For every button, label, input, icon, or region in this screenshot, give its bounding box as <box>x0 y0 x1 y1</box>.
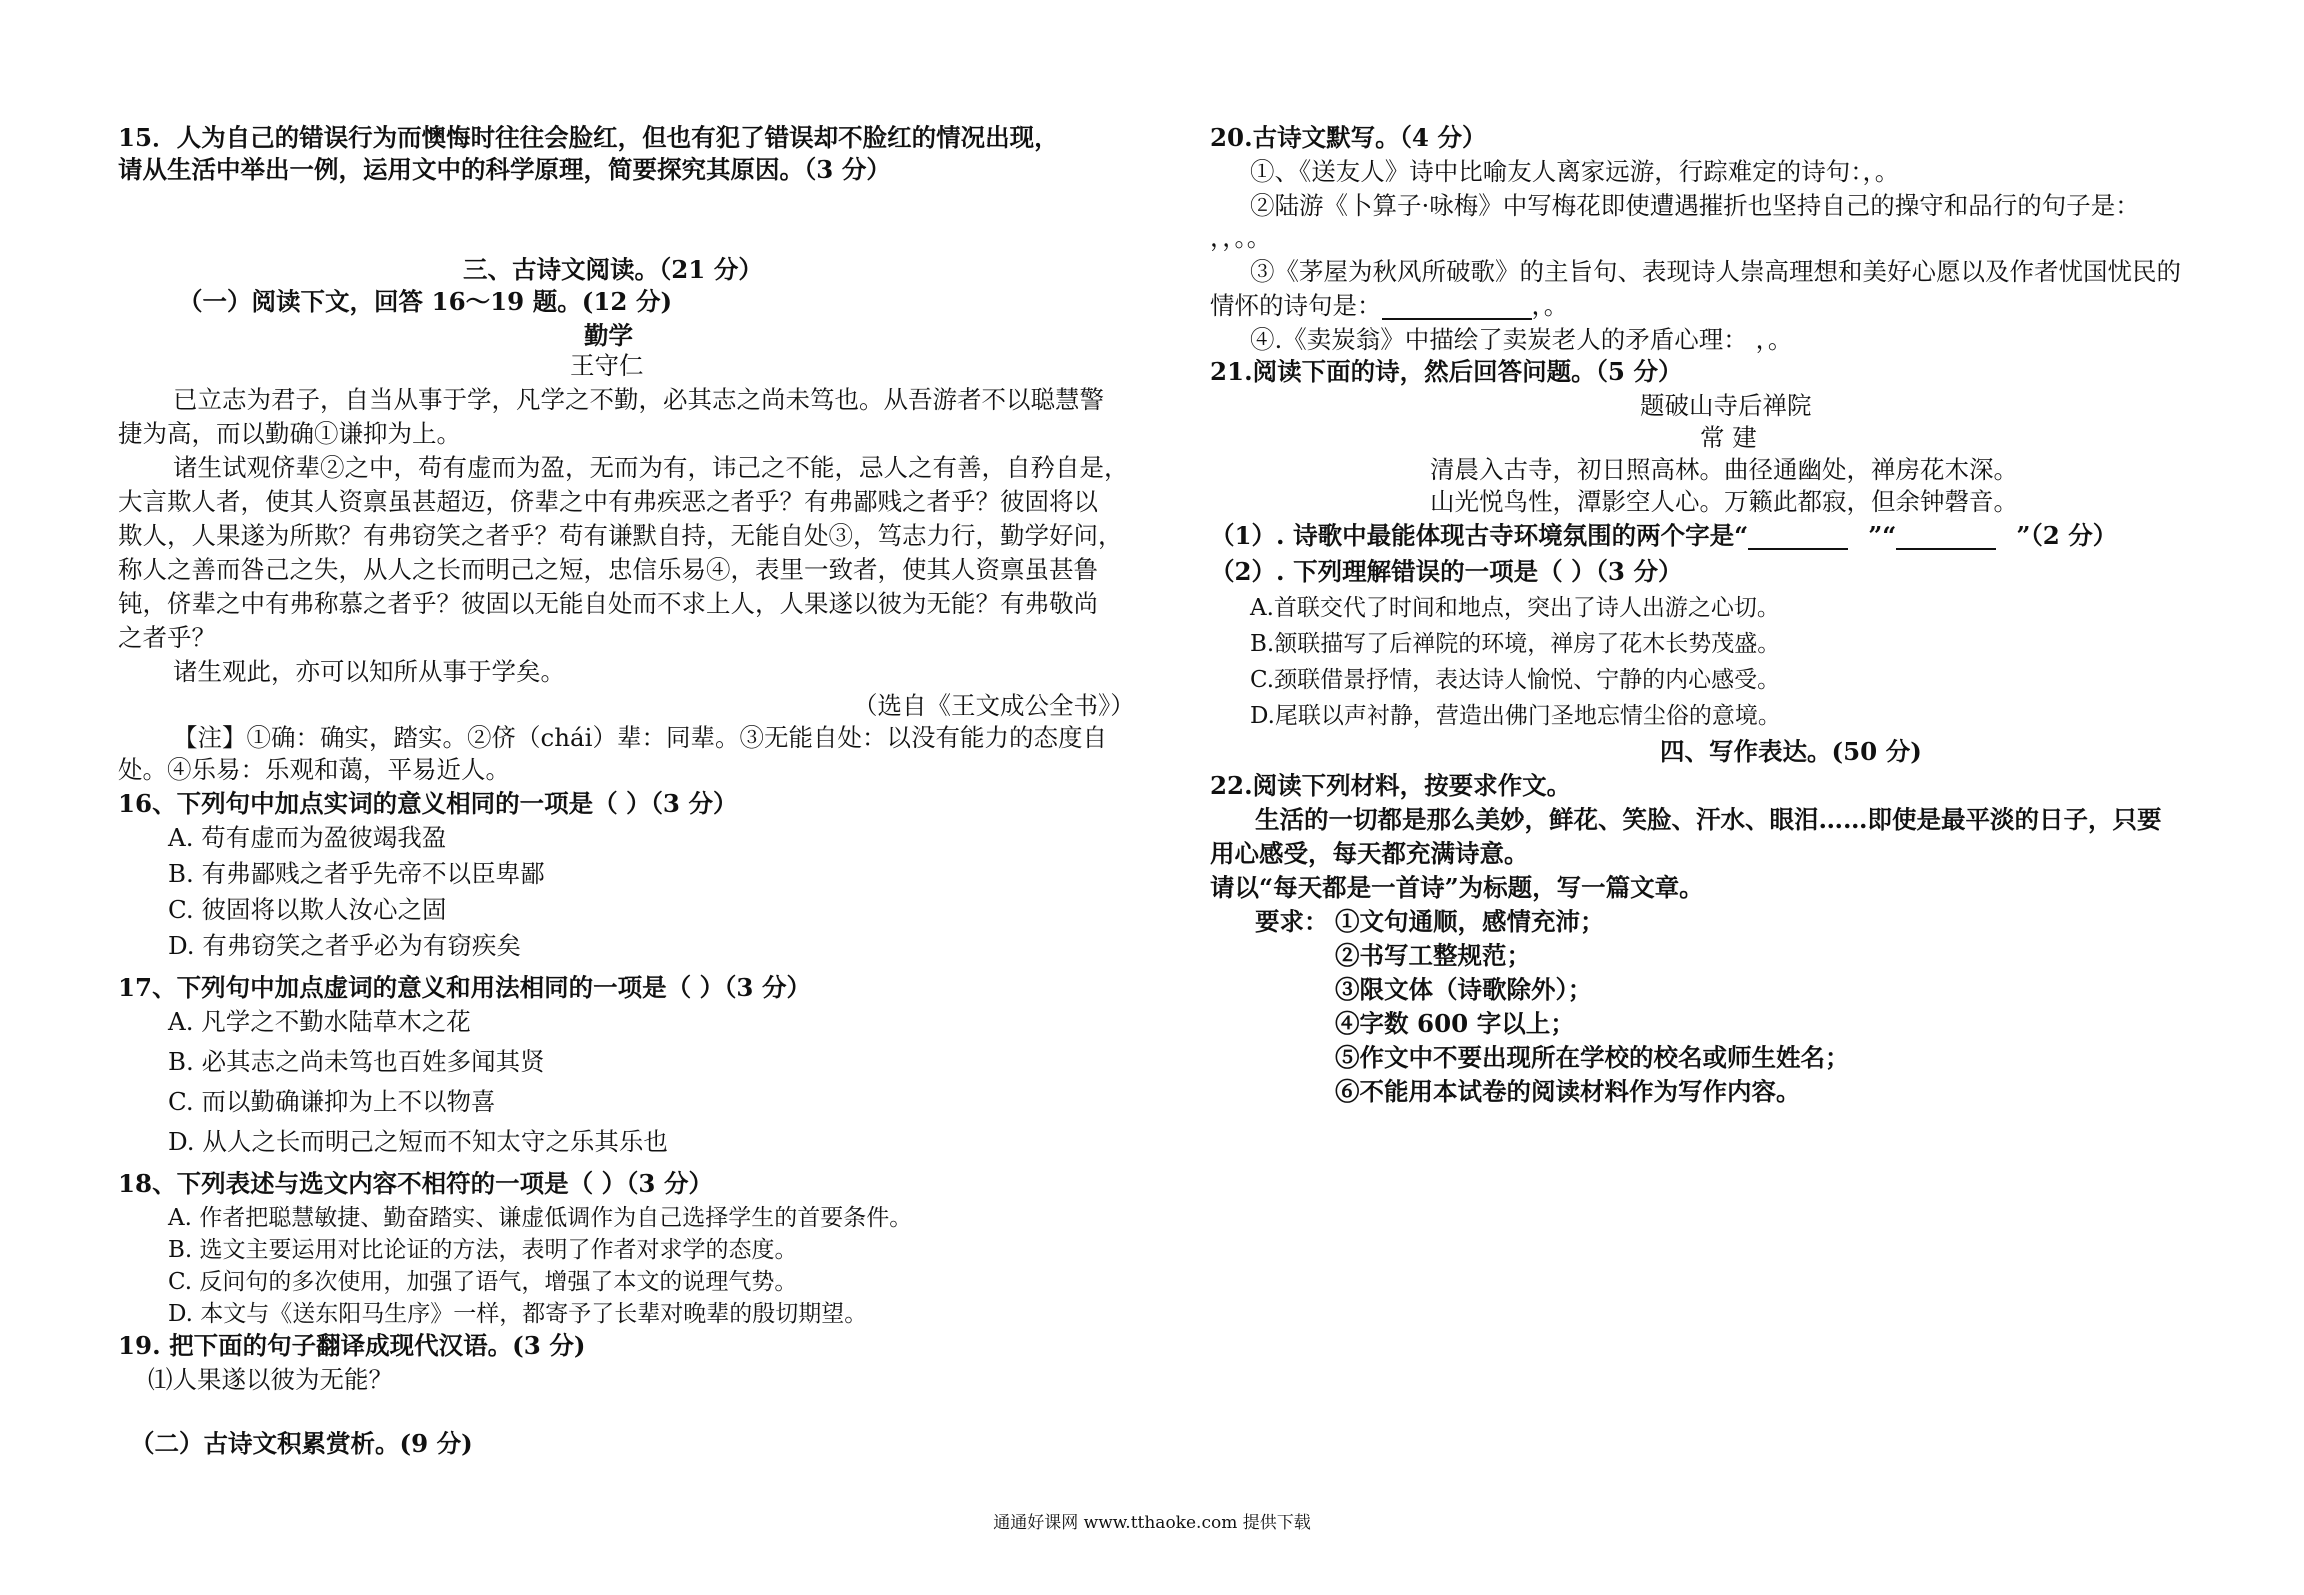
q22-requirement: ②书写工整规范； <box>1335 941 1531 970</box>
q22-prompt: 请以“每天都是一首诗”为标题，写一篇文章。 <box>1210 873 1704 902</box>
q21-stem: 21.阅读下面的诗，然后回答问题。（5 分） <box>1210 357 1683 386</box>
q21-option: D.尾联以声衬静，营造出佛门圣地忘情尘俗的意境。 <box>1250 703 1781 729</box>
q17-option: C. 而以勤确谦抑为上不以物喜 <box>168 1087 496 1116</box>
q22-requirement: ⑤作文中不要出现所在学校的校名或师生姓名； <box>1335 1043 1850 1072</box>
essay-note: 处。④乐易：乐观和蔼，平易近人。 <box>118 755 510 784</box>
q20-item: ②陆游《卜算子·咏梅》中写梅花即使遭遇摧折也坚持自己的操守和品行的句子是： <box>1250 191 2140 220</box>
poem-title: 题破山寺后禅院 <box>1640 391 1812 420</box>
poem-author: 常 建 <box>1700 423 1757 452</box>
essay-line: 已立志为君子，自当从事于学，凡学之不勤，必其志之尚未笃也。从吾游者不以聪慧警 <box>173 385 1104 414</box>
q22-material: 生活的一切都是那么美妙，鲜花、笑脸、汗水、眼泪……即使是最平淡的日子，只要 <box>1255 805 2162 834</box>
q21-1-mid: ”“ <box>1868 521 1897 550</box>
essay-line: 大言欺人者，使其人资禀虽甚超迈，侪辈之中有弗疾恶之者乎？有弗鄙贱之者乎？彼固将以 <box>118 487 1098 516</box>
section4-heading: 四、写作表达。(50 分) <box>1660 737 1922 766</box>
q22-material: 用心感受，每天都充满诗意。 <box>1210 839 1529 868</box>
q21-1-text: （1）. 诗歌中最能体现古寺环境氛围的两个字是“ <box>1210 521 1749 550</box>
essay-source: （选自《王文成公全书》） <box>853 691 1135 720</box>
q22-requirement: ①文句通顺，感情充沛； <box>1335 907 1605 936</box>
q16-option: B. 有弗鄙贱之者乎先帝不以臣卑鄙 <box>168 859 545 888</box>
answer-blank[interactable] <box>1748 526 1848 550</box>
q20-item-cont <box>1210 290 1568 322</box>
q17-option: A. 凡学之不勤水陆草木之花 <box>168 1007 471 1036</box>
q17-option: D. 从人之长而明己之短而不知太守之乐其乐也 <box>168 1127 668 1156</box>
q19-stem: 19. 把下面的句子翻译成现代汉语。(3 分) <box>118 1331 586 1360</box>
q20-3-suffix: ，。 <box>1531 291 1569 320</box>
q17-option: B. 必其志之尚未笃也百姓多闻其贤 <box>168 1047 545 1076</box>
q22-stem: 22.阅读下列材料，按要求作文。 <box>1210 771 1572 800</box>
essay-line: 之者乎？ <box>118 623 216 652</box>
essay-line: 钝，侪辈之中有弗称慕之者乎？彼固以无能自处而不求上人，人果遂以彼为无能？有弗敬尚 <box>118 589 1098 618</box>
q18-option: B. 选文主要运用对比论证的方法，表明了作者对求学的态度。 <box>168 1237 798 1263</box>
q22-requirement: ④字数 600 字以上； <box>1335 1009 1575 1038</box>
q22-requirement: ⑥不能用本试卷的阅读材料作为写作内容。 <box>1335 1077 1801 1106</box>
q22-req-label: 要求： <box>1255 907 1329 936</box>
essay-title: 勤学 <box>584 321 633 350</box>
q17-stem: 17、下列句中加点虚词的意义和用法相同的一项是（ ）（3 分） <box>118 973 811 1002</box>
essay-line: 称人之善而咎己之失，从人之长而明己之短，忠信乐易④，表里一致者，使其人资禀虽甚鲁 <box>118 555 1098 584</box>
essay-line: 捷为高，而以勤确①谦抑为上。 <box>118 419 461 448</box>
q16-option: C. 彼固将以欺人汝心之固 <box>168 895 447 924</box>
q18-option: D. 本文与《送东阳马生序》一样，都寄予了长辈对晚辈的殷切期望。 <box>168 1301 868 1327</box>
q16-stem: 16、下列句中加点实词的意义相同的一项是（ ）（3 分） <box>118 789 738 818</box>
answer-blank[interactable] <box>1382 296 1532 320</box>
q21-2-stem: （2）. 下列理解错误的一项是（ ）（3 分） <box>1210 557 1683 586</box>
essay-note: 【注】①确：确实，踏实。②侪（chái）辈：同辈。③无能自处：以没有能力的态度自 <box>173 723 1107 752</box>
q22-requirement: ③限文体（诗歌除外）； <box>1335 975 1593 1004</box>
q20-item: ③《茅屋为秋风所破歌》的主旨句、表现诗人崇高理想和美好心愿以及作者忧国忧民的 <box>1250 257 2181 286</box>
q20-3-prefix: 情怀的诗句是： <box>1210 291 1382 320</box>
q18-option: C. 反问句的多次使用，加强了语气，增强了本文的说理气势。 <box>168 1269 798 1295</box>
subsection1-heading: （一）阅读下文，回答 16～19 题。(12 分) <box>178 287 673 316</box>
q16-option: A. 苟有虚而为盈彼竭我盈 <box>168 823 447 852</box>
q21-1 <box>1210 520 2117 552</box>
essay-line: 诸生观此，亦可以知所从事于学矣。 <box>173 657 565 686</box>
subsection2-heading: （二）古诗文积累赏析。(9 分) <box>130 1429 473 1458</box>
q18-stem: 18、下列表述与选文内容不相符的一项是（ ）（3 分） <box>118 1169 713 1198</box>
poem-line: 清晨入古寺，初日照高林。曲径通幽处，禅房花木深。 <box>1430 455 2018 484</box>
q18-option: A. 作者把聪慧敏捷、勤奋踏实、谦虚低调作为自己选择学生的首要条件。 <box>168 1205 913 1231</box>
q21-option: A.首联交代了时间和地点，突出了诗人出游之心切。 <box>1250 595 1780 621</box>
q16-option: D. 有弗窃笑之者乎必为有窃疾矣 <box>168 931 521 960</box>
q21-option: B.颔联描写了后禅院的环境，禅房了花木长势茂盛。 <box>1250 631 1781 657</box>
q21-option: C.颈联借景抒情，表达诗人愉悦、宁静的内心感受。 <box>1250 667 1781 693</box>
q20-stem: 20.古诗文默写。（4 分） <box>1210 123 1487 152</box>
q15-line1: 15．人为自己的错误行为而懊悔时往往会脸红，但也有犯了错误却不脸红的情况出现， <box>118 123 1059 152</box>
q20-item-cont: ，，。。 <box>1210 223 1272 252</box>
q20-item: ④.《卖炭翁》中描绘了卖炭老人的矛盾心理： ，。 <box>1250 325 1793 354</box>
essay-author: 王守仁 <box>570 351 644 380</box>
q21-1-end: ”（2 分） <box>2016 521 2118 550</box>
answer-blank[interactable] <box>1896 526 1996 550</box>
poem-line: 山光悦鸟性，潭影空人心。万籁此都寂，但余钟磬音。 <box>1430 487 2018 516</box>
q20-item: ①、《送友人》诗中比喻友人离家远游，行踪难定的诗句：，。 <box>1250 157 1900 186</box>
page-footer: 通通好课网 www.tthaoke.com 提供下载 <box>993 1513 1311 1533</box>
essay-line: 欺人，人果遂为所欺？有弗窃笑之者乎？苟有谦默自持，无能自处③，笃志力行，勤学好问， <box>118 521 1123 550</box>
essay-line: 诸生试观侪辈②之中，苟有虚而为盈，无而为有，讳己之不能，忌人之有善，自矜自是， <box>173 453 1129 482</box>
q19-item: ⑴人果遂以彼为无能？ <box>148 1365 393 1394</box>
section3-heading: 三、古诗文阅读。（21 分） <box>463 255 763 284</box>
q15-line2: 请从生活中举出一例，运用文中的科学原理，简要探究其原因。（3 分） <box>118 155 891 184</box>
